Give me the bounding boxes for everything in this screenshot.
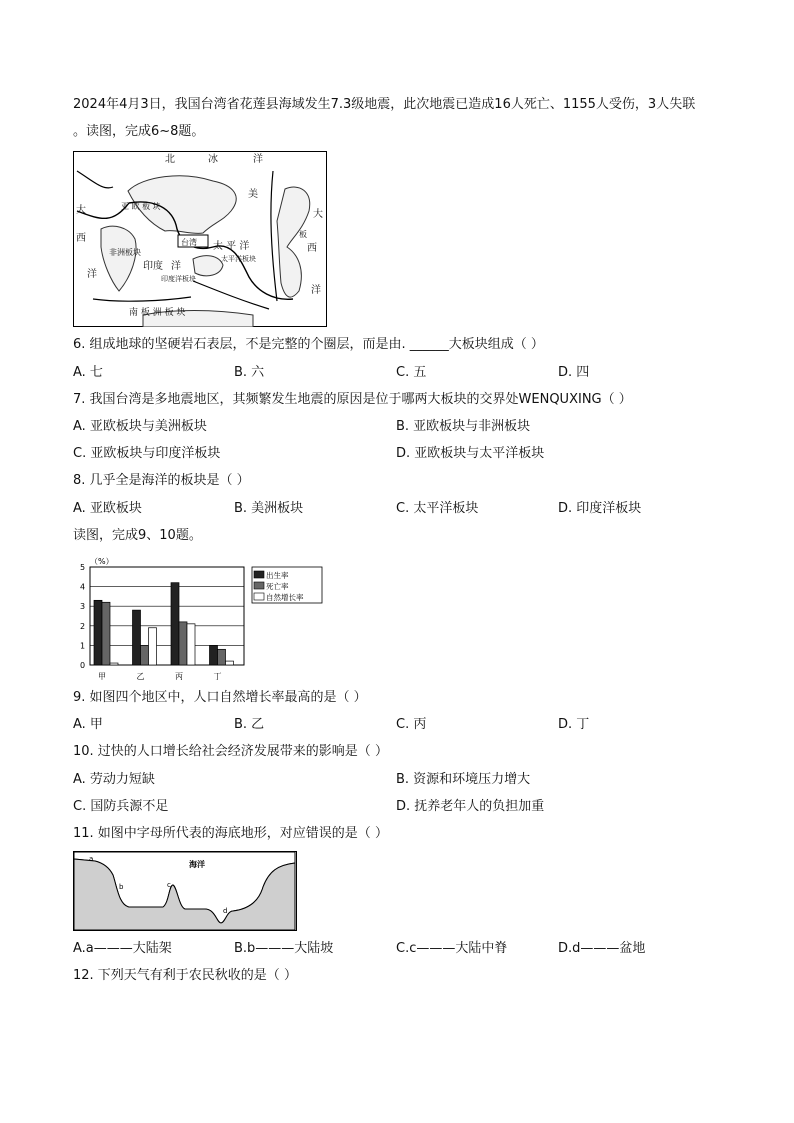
chart-ytick-label: 5 xyxy=(80,563,86,572)
q7-option-c[interactable]: C. 亚欧板块与印度洋板块 xyxy=(73,446,221,461)
seafloor-letter-d: d xyxy=(223,907,228,915)
q9-option-a[interactable]: A. 甲 xyxy=(73,717,103,732)
map-label-north: 北 xyxy=(165,154,175,165)
map-label-da-left: 大 xyxy=(76,205,86,216)
map-label-eurasia-plate: 亚 欧 板 块 xyxy=(121,202,161,211)
q6-option-b[interactable]: B. 六 xyxy=(234,365,265,380)
q9-option-d[interactable]: D. 丁 xyxy=(558,717,590,732)
chart-ytick-label: 3 xyxy=(80,602,86,612)
q9-stem: 9. 如图四个地区中，人口自然增长率最高的是（ ） xyxy=(73,690,367,705)
map-label-xi-right: 西 xyxy=(307,243,317,254)
map-label-ban-right: 板 xyxy=(299,230,307,239)
map-label-indian-plate: 印度洋板块 xyxy=(161,275,196,283)
chart-bar xyxy=(94,600,102,665)
q8-option-b[interactable]: B. 美洲板块 xyxy=(234,501,304,516)
chart-ytick-label: 4 xyxy=(80,582,86,592)
chart-xtick-label: 甲 xyxy=(98,672,106,681)
map-label-america: 美 xyxy=(248,189,258,200)
q7-option-b[interactable]: B. 亚欧板块与非洲板块 xyxy=(396,419,531,434)
q10-option-d[interactable]: D. 抚养老年人的负担加重 xyxy=(396,799,545,814)
map-label-pacific-plate: 太平洋板块 xyxy=(221,255,256,263)
q10-option-c[interactable]: C. 国防兵源不足 xyxy=(73,799,169,814)
chart-legend-label: 自然增长率 xyxy=(266,593,304,602)
chart-legend-swatch xyxy=(254,582,264,589)
q7-option-d[interactable]: D. 亚欧板块与太平洋板块 xyxy=(396,446,545,461)
map-label-yang-right: 洋 xyxy=(311,285,321,296)
q8-option-d[interactable]: D. 印度洋板块 xyxy=(558,501,642,516)
chart-legend-swatch xyxy=(254,593,264,600)
q11-option-d[interactable]: D.d———盆地 xyxy=(558,941,646,956)
chart-bar xyxy=(149,628,157,665)
map-label-india: 印度 xyxy=(143,261,163,272)
chart-bar xyxy=(110,663,118,665)
q12-stem: 12. 下列天气有利于农民秋收的是（ ） xyxy=(73,968,297,983)
chart-bar xyxy=(179,622,187,665)
chart-xtick-label: 丁 xyxy=(213,672,222,681)
map-label-da-right: 大 xyxy=(313,209,323,220)
chart-bar xyxy=(171,583,179,665)
q11-option-b[interactable]: B.b———大陆坡 xyxy=(234,941,334,956)
chart-ytick-label: 2 xyxy=(80,621,86,631)
plate-map xyxy=(73,151,327,327)
q10-option-b[interactable]: B. 资源和环境压力增大 xyxy=(396,772,531,787)
q8-stem: 8. 几乎全是海洋的板块是（ ） xyxy=(73,473,250,488)
chart-bar xyxy=(187,624,195,665)
map-label-ocean: 洋 xyxy=(253,154,263,165)
chart-legend-swatch xyxy=(254,571,264,578)
q10-stem: 10. 过快的人口增长给社会经济发展带来的影响是（ ） xyxy=(73,744,388,759)
chart-xtick-label: 丙 xyxy=(175,672,183,681)
chart-ytick-label: 0 xyxy=(80,661,86,670)
map-label-xi-left: 西 xyxy=(76,233,86,244)
q9-option-c[interactable]: C. 丙 xyxy=(396,717,427,732)
chart-bar xyxy=(226,661,234,665)
q8-option-a[interactable]: A. 亚欧板块 xyxy=(73,501,142,516)
chart-xtick-label: 乙 xyxy=(136,672,145,681)
read-instruction-2: 读图，完成9、10题。 xyxy=(73,528,202,543)
q6-option-a[interactable]: A. 七 xyxy=(73,365,103,380)
chart-ytick-label: 1 xyxy=(80,641,86,651)
chart-bar xyxy=(102,602,110,665)
map-label-taiwan: 台湾 xyxy=(181,238,197,247)
chart-ylabel: （%） xyxy=(90,557,114,566)
seafloor-diagram xyxy=(73,851,297,931)
chart-bar xyxy=(210,645,218,665)
map-label-antarctic: 南 板 洲 板 块 xyxy=(129,308,186,318)
map-label-ice: 冰 xyxy=(208,154,218,165)
map-label-yang-left: 洋 xyxy=(87,269,97,280)
q11-option-a[interactable]: A.a———大陆架 xyxy=(73,941,172,956)
q6-option-c[interactable]: C. 五 xyxy=(396,365,427,380)
intro-line-2: 。读图，完成6~8题。 xyxy=(73,124,205,139)
map-label-africa: 非洲板块 xyxy=(109,248,141,257)
q6-option-d[interactable]: D. 四 xyxy=(558,365,590,380)
seafloor-letter-c: c xyxy=(167,881,171,889)
q7-stem: 7. 我国台湾是多地震地区，其频繁发生地震的原因是位于哪两大板块的交界处WENQUXING（ ） xyxy=(73,392,632,407)
chart-legend-label: 出生率 xyxy=(266,571,289,580)
q9-option-b[interactable]: B. 乙 xyxy=(234,717,265,732)
q10-option-a[interactable]: A. 劳动力短缺 xyxy=(73,772,155,787)
map-label-pacific: 太 平 洋 xyxy=(213,241,250,252)
population-chart xyxy=(68,553,328,685)
q11-option-c[interactable]: C.c———大陆中脊 xyxy=(396,941,508,956)
seafloor-letter-a: a xyxy=(89,855,94,863)
map-label-yang-mid: 洋 xyxy=(171,261,181,272)
chart-bar xyxy=(141,645,149,665)
intro-line-1: 2024年4月3日，我国台湾省花莲县海域发生7.3级地震，此次地震已造成16人死亡、1155人受伤，3人失联 xyxy=(73,97,696,112)
q7-option-a[interactable]: A. 亚欧板块与美洲板块 xyxy=(73,419,207,434)
q8-option-c[interactable]: C. 太平洋板块 xyxy=(396,501,479,516)
q11-stem: 11. 如图中字母所代表的海底地形，对应错误的是（ ） xyxy=(73,826,388,841)
chart-bar xyxy=(218,649,226,665)
seafloor-ocean-label: 海洋 xyxy=(189,860,205,869)
chart-bar xyxy=(133,610,141,665)
chart-legend-label: 死亡率 xyxy=(266,582,289,591)
seafloor-letter-b: b xyxy=(119,883,124,891)
q6-stem: 6. 组成地球的坚硬岩石表层，不是完整的个圈层，而是由. ______大板块组成（ ） xyxy=(73,337,544,352)
